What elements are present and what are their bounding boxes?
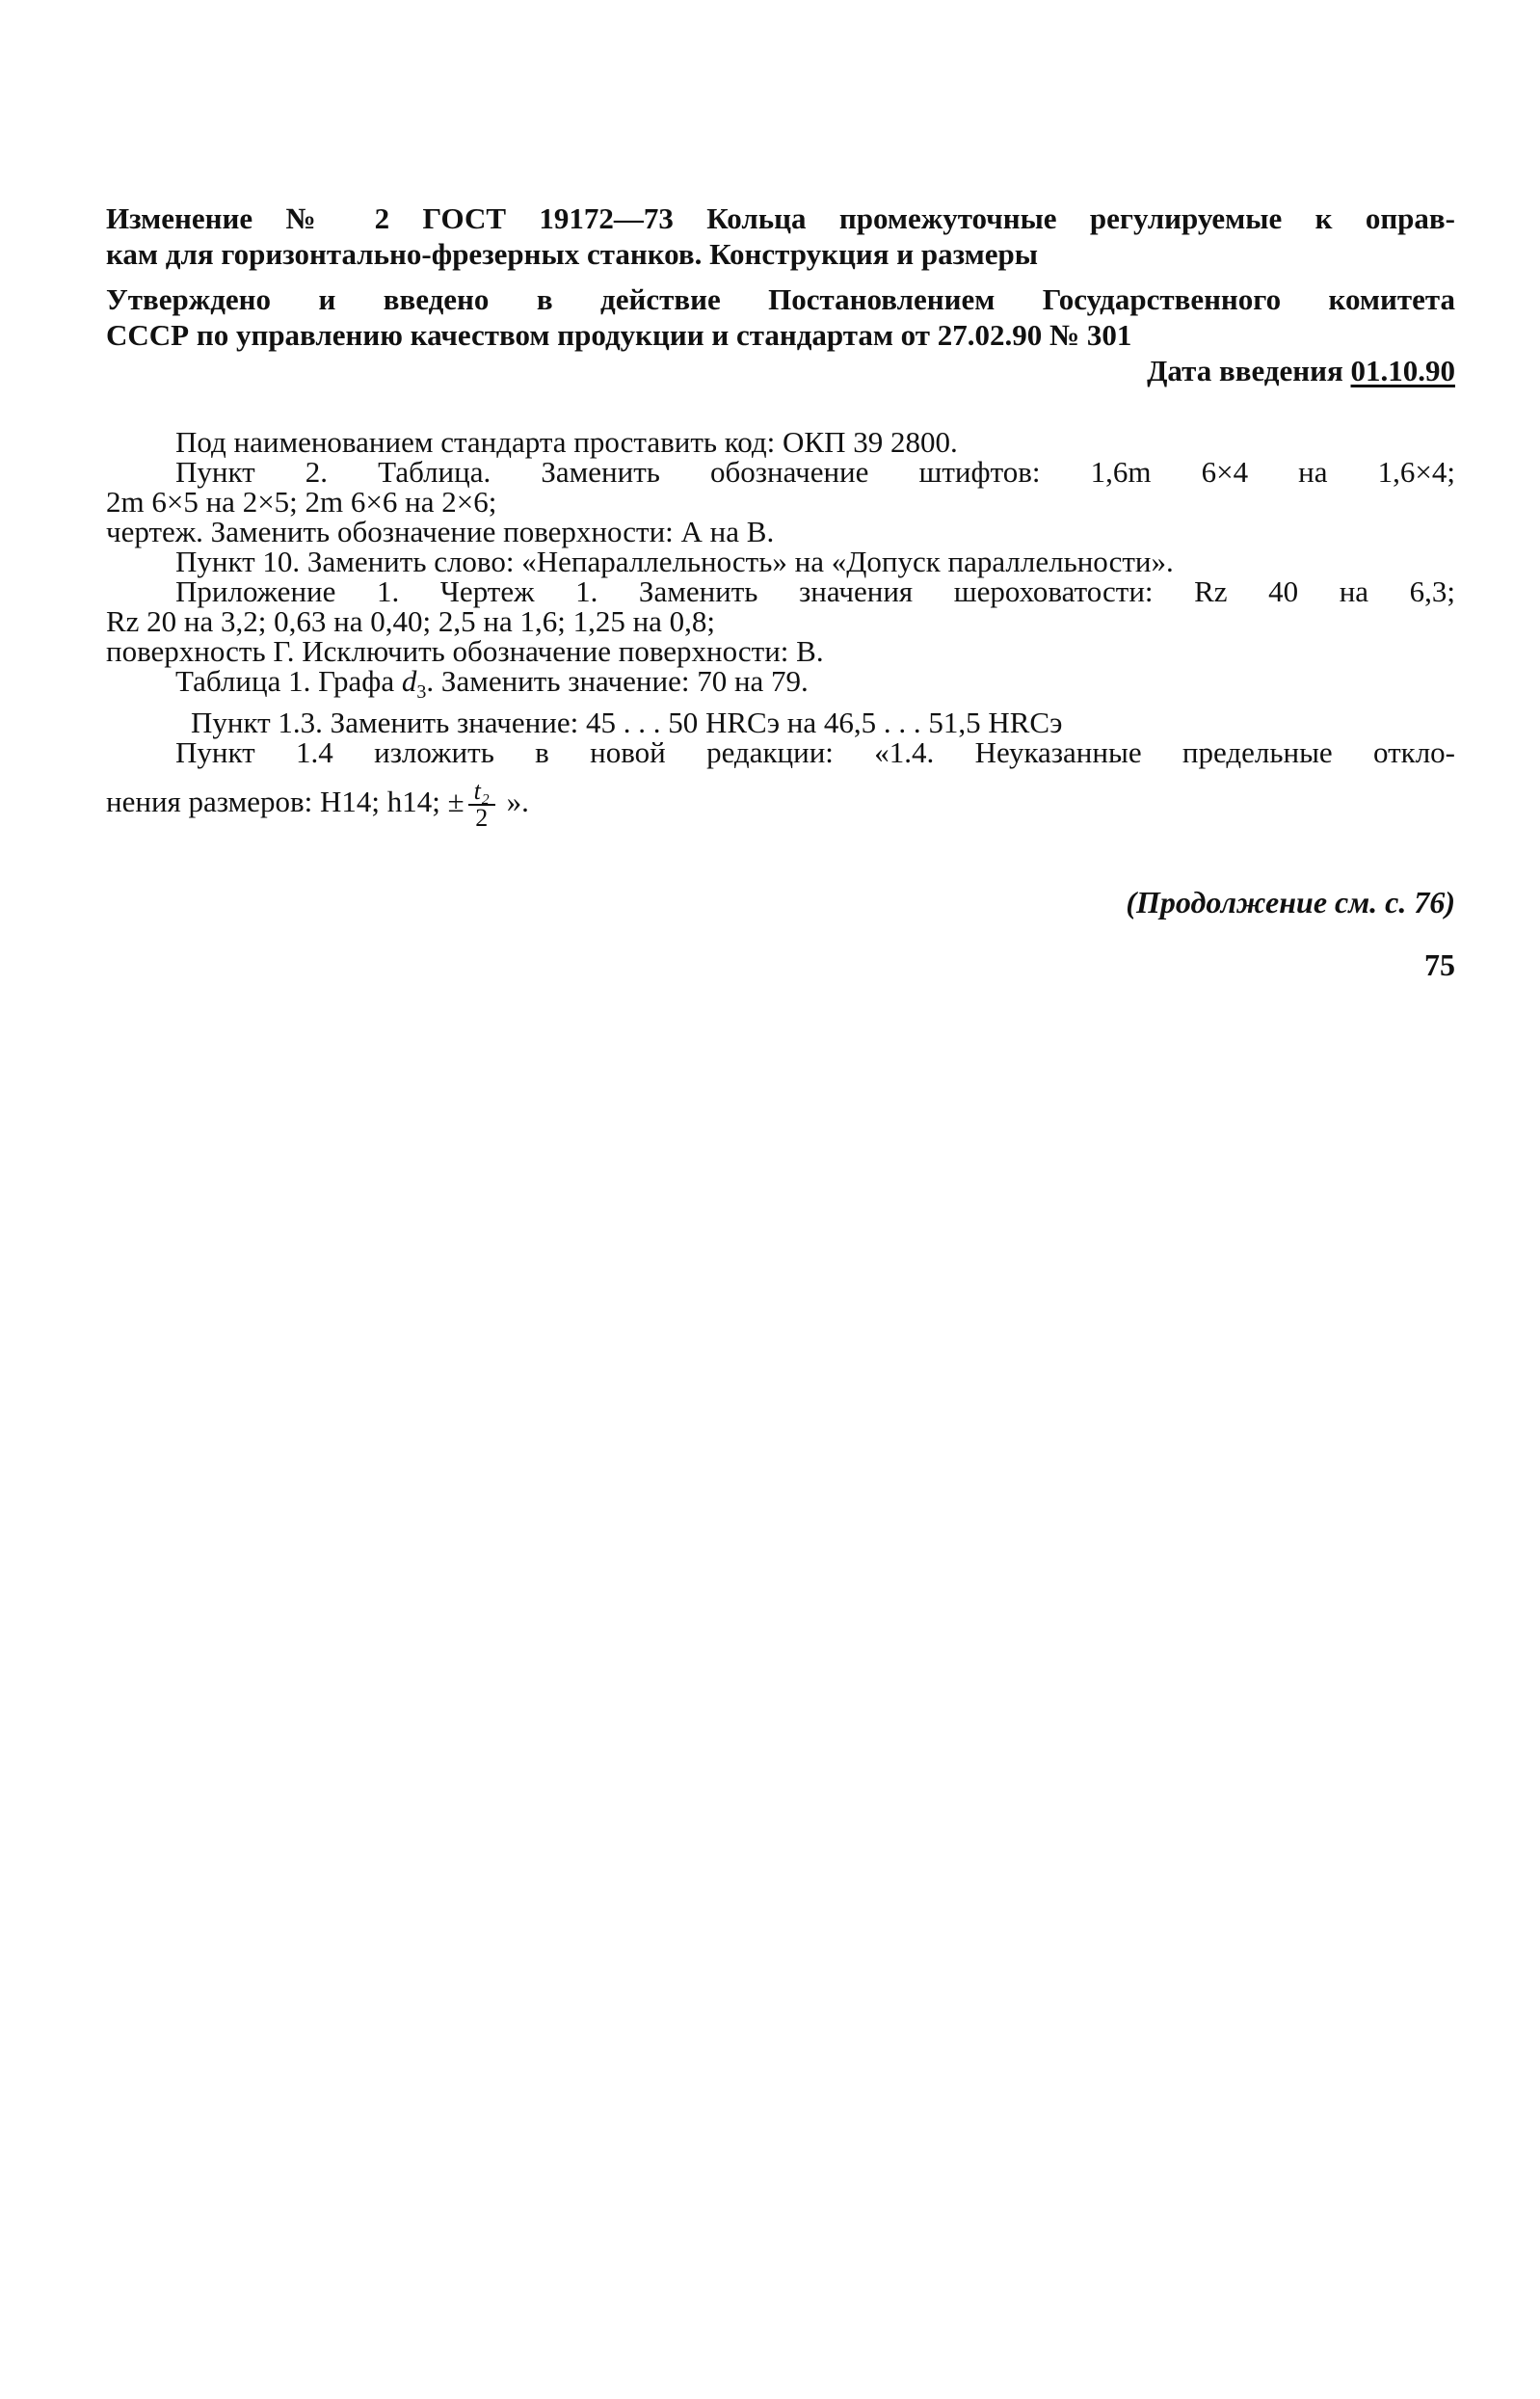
- introduction-date-label: Дата введения: [1147, 354, 1343, 387]
- continuation-note: (Продолжение см. с. 76): [1126, 885, 1455, 920]
- body-line: поверхность Г. Исключить обозначение поверхности: В.: [106, 634, 824, 668]
- fraction-numerator: t₂: [468, 779, 495, 806]
- subscript: 3: [416, 681, 427, 704]
- page-number: 75: [1424, 947, 1455, 983]
- body-line: Пункт 10. Заменить слово: «Непараллельность» на «Допуск параллельности».: [175, 545, 1174, 578]
- body-text-segment: Таблица 1. Графа: [175, 664, 402, 698]
- amendment-header: [106, 200, 1455, 388]
- body-text-segment: . Заменить значение: 70 на 79.: [426, 664, 809, 698]
- variable-d: d: [401, 664, 417, 698]
- body-line: Пункт 1.3. Заменить значение: 45 . . . 50 HRCэ на 46,5 . . . 51,5 HRCэ: [191, 706, 1063, 740]
- approval-line1: Утверждено и введено в действие Постановлением Государственного комитета: [106, 282, 1455, 316]
- amendment-title-line1: Изменение № 2 ГОСТ 19172—73 Кольца промежуточные регулируемые к оправ-: [106, 201, 1455, 235]
- body-line: Под наименованием стандарта проставить код: ОКП 39 2800.: [175, 425, 958, 459]
- introduction-date: [106, 353, 1455, 388]
- document-page: [106, 200, 1455, 983]
- body-line: [106, 666, 1455, 707]
- approval-line2: СССР по управлению качеством продукции и стандартам от 27.02.90 № 301: [106, 318, 1132, 352]
- body-line: Приложение 1. Чертеж 1. Заменить значения шероховатости: Rz 40 на 6,3;: [175, 574, 1455, 608]
- amendment-body: [106, 427, 1455, 831]
- body-text-segment: нения размеров: H14; h14; ±: [106, 785, 465, 819]
- introduction-date-value: 01.10.90: [1350, 354, 1455, 387]
- body-line: 2m 6×5 на 2×5; 2m 6×6 на 2×6;: [106, 485, 497, 519]
- amendment-title-line2: кам для горизонтально-фрезерных станков. Конструкция и размеры: [106, 237, 1038, 271]
- body-line: Пункт 2. Таблица. Заменить обозначение штифтов: 1,6m 6×4 на 1,6×4;: [175, 455, 1455, 489]
- fraction: [468, 779, 495, 831]
- body-line: [106, 779, 1455, 831]
- body-text-segment: ».: [498, 785, 529, 819]
- fraction-denominator: 2: [475, 804, 489, 833]
- body-line: Пункт 1.4 изложить в новой редакции: «1.4. Неуказанные предельные откло-: [175, 735, 1455, 770]
- body-line: Rz 20 на 3,2; 0,63 на 0,40; 2,5 на 1,6; 1,25 на 0,8;: [106, 604, 716, 638]
- body-line: чертеж. Заменить обозначение поверхности: А на В.: [106, 515, 775, 548]
